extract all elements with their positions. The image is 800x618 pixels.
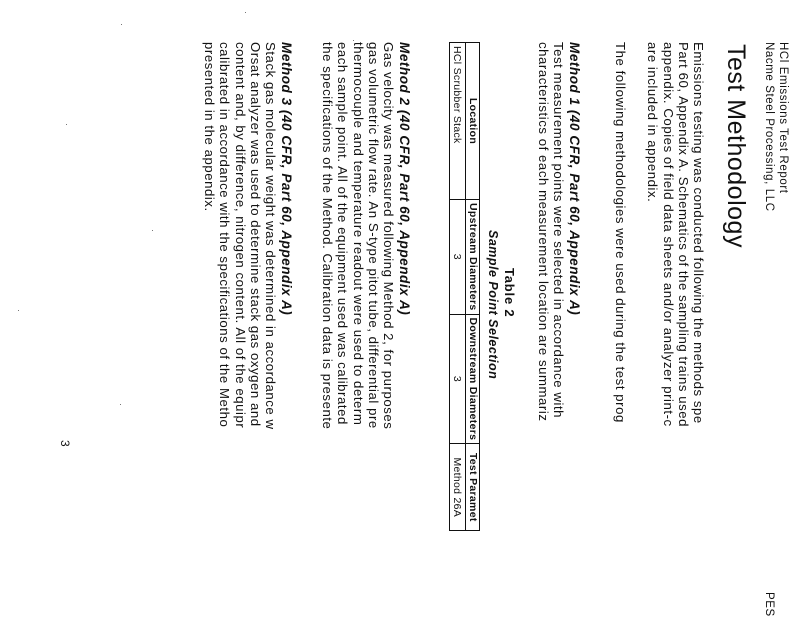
method2-heading: Method 2 (40 CFR, Part 60, Appendix A) [397,42,412,316]
report-title: HCl Emissions Test Report [777,42,789,194]
table-cell: HCl Scrubber Stack [450,43,466,200]
method3-line: Orsat analyzer was used to determine stack gas oxygen and [247,42,263,427]
intro-line: are included in appendix. [645,42,661,203]
scan-speck [152,230,153,231]
method2-line: Gas velocity was measured following Method 2, for purposes [381,42,396,430]
method1-line: characteristics of each measurement location are summariz [535,42,551,422]
method1-line: Test measurement points were selected in accordance with [551,42,566,419]
col-header-location: Location [466,43,480,200]
scan-speck [18,310,19,311]
company-name: Nacme Steel Processing, LLC [763,42,775,212]
method1-heading: Method 1 (40 CFR, Part 60, Appendix A) [567,42,582,316]
scan-speck [120,404,121,405]
col-header-downstream: Downstream Diameters [466,314,480,444]
method2-line: thermocouple and temperature readout were used to determ [350,42,366,426]
method3-line: calibrated in accordance with the specifications of the Metho [217,42,233,428]
intro-line: Emissions testing was conducted following the methods spe [691,42,706,424]
table-cell: Method 26A [450,444,466,531]
section-title: Test Methodology [722,44,750,248]
page-number: 3 [58,440,72,447]
method3-paragraph [202,42,278,430]
table-subtitle: Sample Point Selection [486,230,500,380]
method3-line: Stack gas molecular weight was determined in accordance w [263,42,278,430]
table-cell: 3 [450,314,466,444]
method2-line: the specifications of the Method. Calibration data is presente [320,42,336,430]
col-header-test-parameter: Test Paramet [466,444,480,531]
scan-speck [353,40,354,41]
scan-speck [66,124,67,125]
method1-paragraph [536,42,566,422]
intro-paragraph [645,42,706,427]
scan-speck [245,12,246,13]
intro-line: Part 60, Appendix A. Schematics of the sampling trains used [675,42,691,428]
col-header-upstream: Upstream Diameters [466,200,480,315]
table-cell: 3 [450,200,466,315]
table-caption: Table 2 [502,268,517,318]
header-right-label: PES [763,592,775,617]
method3-line: content and, by difference, nitrogen content. All of the equipr [232,42,248,429]
intro-line: appendix. Copies of field data sheets and/or analyzer print-c [660,42,676,427]
method2-line: gas volumetric flow rate. An S-type pitot tube, differential pre [365,42,381,429]
methods-intro-line: The following methodologies were used during the test prog [613,42,628,423]
method2-line: each sample point. All of the equipment used was calibrated [335,42,351,425]
method2-paragraph [320,42,396,429]
scan-speck [121,24,122,25]
table-row [450,43,466,531]
sample-point-table [449,42,480,531]
method3-line: presented in the appendix. [202,42,218,212]
method3-heading: Method 3 (40 CFR, Part 60, Appendix A) [279,42,294,316]
